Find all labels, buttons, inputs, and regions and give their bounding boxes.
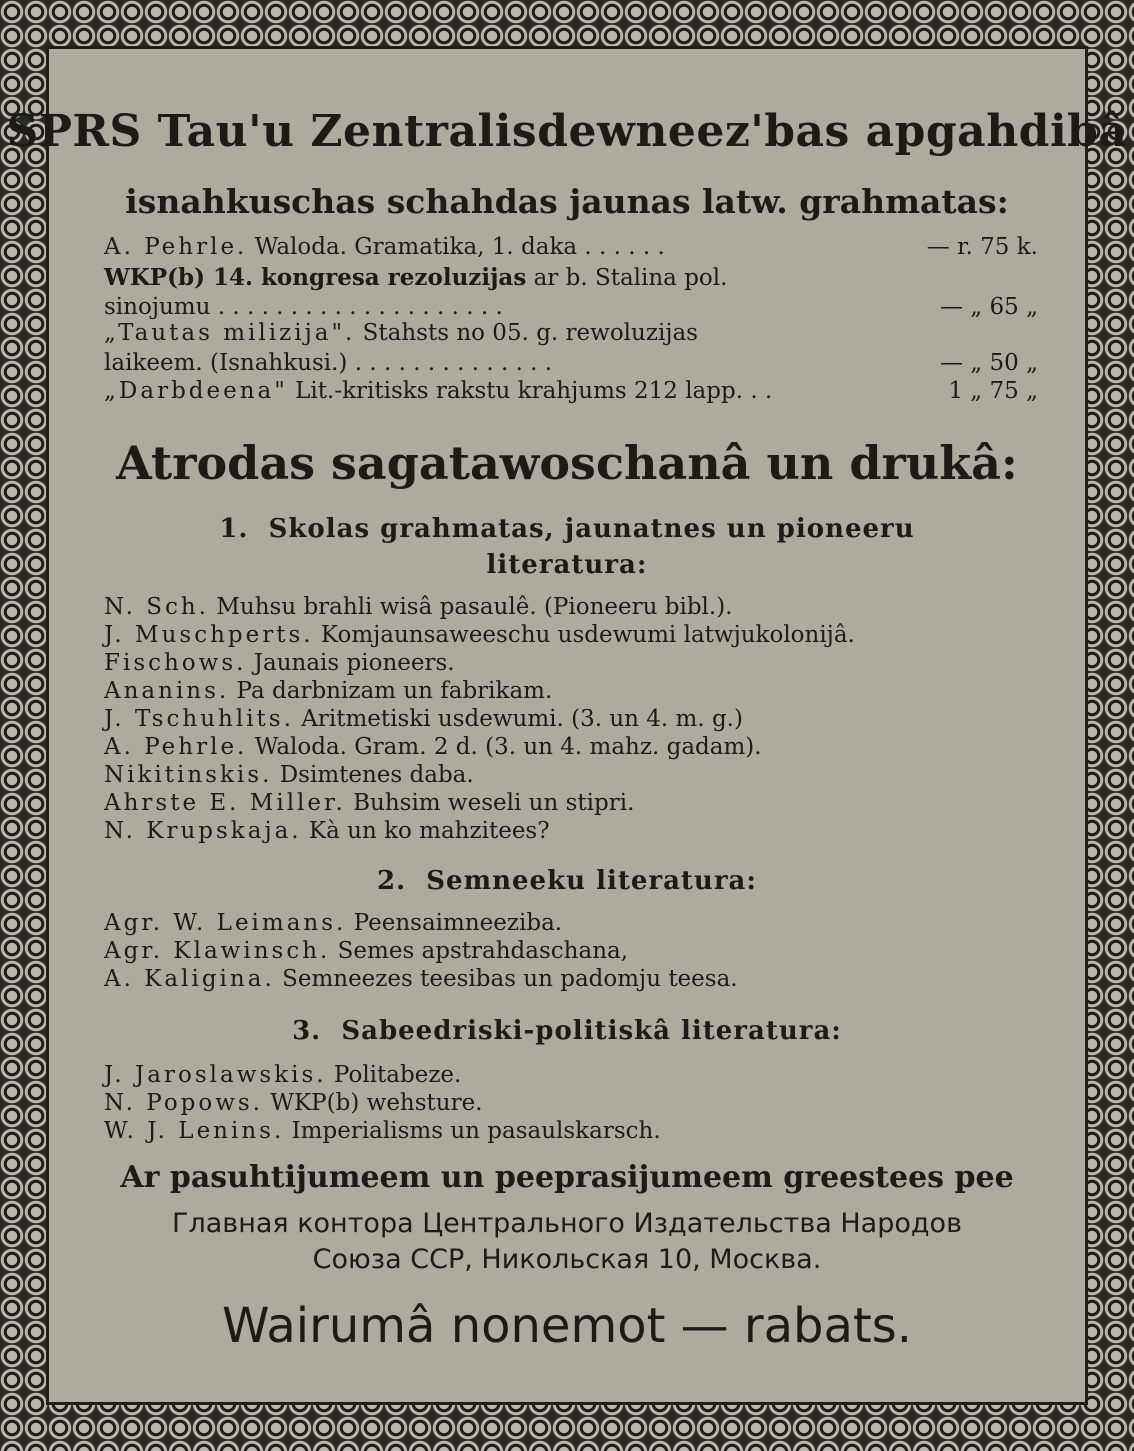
- discount-line: Wairumâ nonemot — rabats.: [221, 1298, 913, 1354]
- list-item: A. Pehrle. Waloda. Gram. 2 d. (3. un 4. mahz. gadam).: [104, 734, 762, 760]
- preparing-heading: Atrodas sagatawoschanâ un drukâ:: [116, 436, 1018, 490]
- publisher-title: SPRS Tau'u Zentralisdewneez'bas apgahdibâ: [6, 106, 1128, 157]
- price: — „ 65 „: [939, 294, 1038, 320]
- price: — r. 75 k.: [926, 234, 1038, 260]
- list-item: Nikitinskis. Dsimtenes daba.: [104, 762, 474, 788]
- list-item: WKP(b) 14. kongresa rezoluzijas ar b. Stalina pol.: [104, 264, 728, 291]
- list-item: „Tautas milizija". Stahsts no 05. g. rewoluzijas: [104, 320, 698, 346]
- list-item: A. Kaligina. Semneezes teesibas un padomju teesa.: [104, 966, 738, 992]
- list-item: „Darbdeena" Lit.-kritisks rakstu krahjums 212 lapp. . .: [104, 378, 773, 404]
- list-item: N. Krupskaja. Kà un ko mahzitees?: [104, 818, 550, 844]
- price: — „ 50 „: [939, 350, 1038, 376]
- address-line-2: Союза ССР, Никольская 10, Москва.: [312, 1244, 822, 1275]
- publisher-subtitle: isnahkuschas schahdas jaunas latw. grahmatas:: [125, 182, 1009, 221]
- list-item: N. Sch. Muhsu brahli wisâ pasaulê. (Pioneeru bibl.).: [104, 594, 733, 620]
- list-item: J. Jaroslawskis. Politabeze.: [104, 1062, 462, 1088]
- list-item: W. J. Lenins. Imperialisms un pasaulskarsch.: [104, 1118, 661, 1144]
- section-heading: 3. Sabeedriski-politiskâ literatura:: [292, 1016, 842, 1046]
- list-item: N. Popows. WKP(b) wehsture.: [104, 1090, 483, 1116]
- list-item: Agr. W. Leimans. Peensaimneeziba.: [104, 910, 563, 936]
- section-heading: 1. Skolas grahmatas, jaunatnes un pioneeru: [219, 514, 915, 544]
- list-item: A. Pehrle. Waloda. Gramatika, 1. daka . . . . . .: [104, 234, 665, 260]
- list-item: Fischows. Jaunais pioneers.: [104, 650, 455, 676]
- list-item: Ahrste E. Miller. Buhsim weseli un stipri.: [104, 790, 635, 816]
- list-item-continued: sinojumu . . . . . . . . . . . . . . . . . . . .: [104, 294, 503, 320]
- price: 1 „ 75 „: [948, 378, 1038, 404]
- address-line-1: Главная контора Центрального Издательства Народов: [172, 1208, 962, 1239]
- list-item: Agr. Klawinsch. Semes apstrahdaschana,: [104, 938, 629, 964]
- section-heading: 2. Semneeku literatura:: [377, 866, 757, 896]
- orders-line: Ar pasuhtijumeem un peeprasijumeem greestees pee: [120, 1160, 1014, 1195]
- list-item: Ananins. Pa darbnizam un fabrikam.: [104, 678, 553, 704]
- section-heading-continued: literatura:: [486, 550, 648, 580]
- list-item: J. Tschuhlits. Aritmetiski usdewumi. (3. un 4. m. g.): [104, 706, 743, 732]
- list-item: J. Muschperts. Komjaunsaweeschu usdewumi latwjukolonijâ.: [104, 622, 855, 648]
- list-item-continued: laikeem. (Isnahkusi.) . . . . . . . . . . . . . .: [104, 350, 553, 376]
